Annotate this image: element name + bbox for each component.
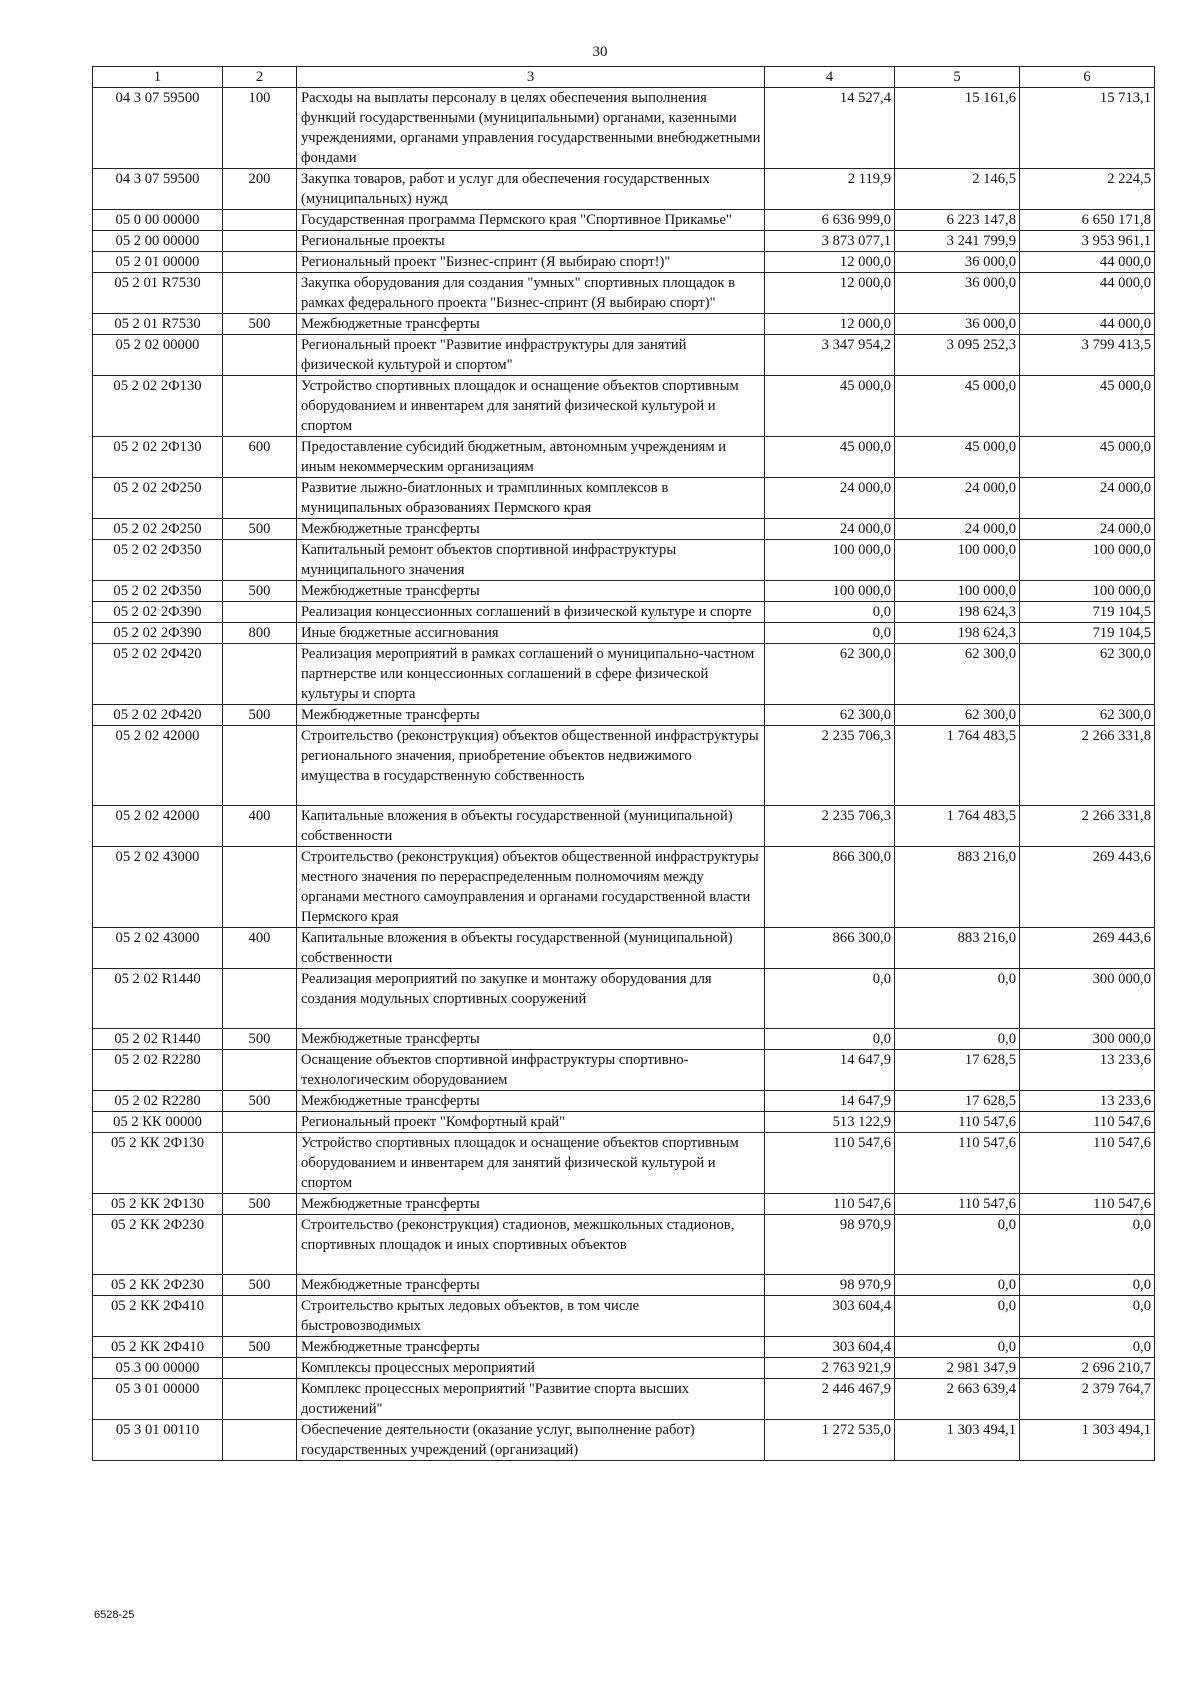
row-value-col4: 12 000,0 [765, 273, 895, 314]
row-expense-type [223, 1050, 297, 1091]
row-value-col4: 100 000,0 [765, 540, 895, 581]
row-name: Предоставление субсидий бюджетным, автономным учреждениям и иным некоммерческим организациям [297, 437, 765, 478]
row-name: Строительство (реконструкция) объектов общественной инфраструктуры местного значения по перераспределенным полномочиям между органами местного самоуправления и органами государственной власти Пермского края [297, 847, 765, 928]
row-value-col4: 24 000,0 [765, 519, 895, 540]
header-col-1: 1 [93, 67, 223, 88]
row-expense-type [223, 1133, 297, 1194]
row-value-col6: 15 713,1 [1020, 88, 1155, 169]
row-expense-type: 500 [223, 1029, 297, 1050]
row-value-col6: 13 233,6 [1020, 1050, 1155, 1091]
row-value-col6: 62 300,0 [1020, 705, 1155, 726]
row-value-col5: 883 216,0 [895, 847, 1020, 928]
row-value-col5: 198 624,3 [895, 602, 1020, 623]
row-name: Комплексы процессных мероприятий [297, 1358, 765, 1379]
row-code: 05 2 КК 2Ф130 [93, 1133, 223, 1194]
table-row [93, 376, 1155, 437]
row-value-col6: 269 443,6 [1020, 928, 1155, 969]
row-name: Межбюджетные трансферты [297, 1337, 765, 1358]
row-name: Реализация мероприятий по закупке и монтажу оборудования для создания модульных спортивных сооружений [297, 969, 765, 1029]
row-code: 05 2 02 2Ф130 [93, 437, 223, 478]
row-name: Капитальный ремонт объектов спортивной инфраструктуры муниципального значения [297, 540, 765, 581]
row-value-col6: 1 303 494,1 [1020, 1420, 1155, 1461]
row-name: Межбюджетные трансферты [297, 314, 765, 335]
row-expense-type: 600 [223, 437, 297, 478]
table-row [93, 1029, 1155, 1050]
header-col-2: 2 [223, 67, 297, 88]
row-value-col5: 24 000,0 [895, 478, 1020, 519]
row-value-col4: 14 647,9 [765, 1050, 895, 1091]
header-col-5: 5 [895, 67, 1020, 88]
table-body [93, 88, 1155, 1461]
row-value-col4: 24 000,0 [765, 478, 895, 519]
row-code: 05 2 01 00000 [93, 252, 223, 273]
row-value-col4: 866 300,0 [765, 928, 895, 969]
row-value-col6: 0,0 [1020, 1275, 1155, 1296]
table-row [93, 437, 1155, 478]
header-col-3: 3 [297, 67, 765, 88]
row-value-col4: 110 547,6 [765, 1133, 895, 1194]
table-row [93, 1337, 1155, 1358]
table-row [93, 252, 1155, 273]
row-value-col4: 100 000,0 [765, 581, 895, 602]
row-value-col5: 15 161,6 [895, 88, 1020, 169]
row-name: Закупка оборудования для создания "умных" спортивных площадок в рамках федерального проекта "Бизнес-спринт (Я выбираю спорт)" [297, 273, 765, 314]
row-expense-type: 500 [223, 1194, 297, 1215]
row-value-col4: 45 000,0 [765, 437, 895, 478]
row-value-col6: 2 266 331,8 [1020, 726, 1155, 806]
row-name: Капитальные вложения в объекты государственной (муниципальной) собственности [297, 806, 765, 847]
budget-table [92, 66, 1155, 1461]
row-code: 05 2 КК 2Ф410 [93, 1296, 223, 1337]
row-name: Межбюджетные трансферты [297, 1091, 765, 1112]
row-code: 04 3 07 59500 [93, 88, 223, 169]
row-expense-type [223, 540, 297, 581]
row-value-col4: 2 763 921,9 [765, 1358, 895, 1379]
row-name: Развитие лыжно-биатлонных и трамплинных комплексов в муниципальных образованиях Пермского края [297, 478, 765, 519]
row-value-col6: 110 547,6 [1020, 1133, 1155, 1194]
row-value-col5: 883 216,0 [895, 928, 1020, 969]
row-code: 05 2 02 42000 [93, 726, 223, 806]
table-row [93, 726, 1155, 806]
row-code: 05 3 01 00000 [93, 1379, 223, 1420]
row-value-col6: 110 547,6 [1020, 1112, 1155, 1133]
table-header-row [93, 67, 1155, 88]
row-code: 05 2 КК 2Ф230 [93, 1215, 223, 1275]
row-value-col4: 303 604,4 [765, 1296, 895, 1337]
row-value-col4: 12 000,0 [765, 314, 895, 335]
row-name: Межбюджетные трансферты [297, 519, 765, 540]
row-code: 05 2 01 R7530 [93, 314, 223, 335]
row-value-col4: 3 873 077,1 [765, 231, 895, 252]
row-expense-type [223, 847, 297, 928]
row-value-col5: 17 628,5 [895, 1091, 1020, 1112]
row-value-col4: 6 636 999,0 [765, 210, 895, 231]
row-value-col5: 1 764 483,5 [895, 806, 1020, 847]
row-value-col6: 6 650 171,8 [1020, 210, 1155, 231]
row-code: 05 2 02 2Ф250 [93, 519, 223, 540]
table-row [93, 969, 1155, 1029]
row-value-col6: 0,0 [1020, 1215, 1155, 1275]
row-value-col5: 0,0 [895, 1029, 1020, 1050]
row-value-col5: 100 000,0 [895, 540, 1020, 581]
table-row [93, 644, 1155, 705]
row-value-col5: 0,0 [895, 1275, 1020, 1296]
table-row [93, 1275, 1155, 1296]
row-value-col6: 2 266 331,8 [1020, 806, 1155, 847]
row-value-col4: 1 272 535,0 [765, 1420, 895, 1461]
row-value-col6: 62 300,0 [1020, 644, 1155, 705]
table-row [93, 602, 1155, 623]
row-name: Строительство (реконструкция) объектов общественной инфраструктуры регионального значения, приобретение объектов недвижимого имущества в государственную собственность [297, 726, 765, 806]
row-expense-type [223, 969, 297, 1029]
row-value-col5: 0,0 [895, 969, 1020, 1029]
row-expense-type [223, 376, 297, 437]
row-value-col4: 2 446 467,9 [765, 1379, 895, 1420]
row-value-col5: 198 624,3 [895, 623, 1020, 644]
row-value-col5: 2 663 639,4 [895, 1379, 1020, 1420]
row-name: Капитальные вложения в объекты государственной (муниципальной) собственности [297, 928, 765, 969]
row-value-col6: 2 224,5 [1020, 169, 1155, 210]
row-value-col6: 719 104,5 [1020, 623, 1155, 644]
table-row [93, 928, 1155, 969]
table-row [93, 705, 1155, 726]
row-expense-type [223, 252, 297, 273]
row-value-col6: 45 000,0 [1020, 376, 1155, 437]
row-name: Расходы на выплаты персоналу в целях обеспечения выполнения функций государственными (муниципальными) органами, казенными учреждениями, органами управления государственными внебюджетными фондами [297, 88, 765, 169]
row-value-col5: 1 764 483,5 [895, 726, 1020, 806]
row-value-col6: 110 547,6 [1020, 1194, 1155, 1215]
row-code: 05 2 02 2Ф390 [93, 602, 223, 623]
row-value-col4: 14 647,9 [765, 1091, 895, 1112]
row-value-col4: 2 235 706,3 [765, 726, 895, 806]
row-name: Закупка товаров, работ и услуг для обеспечения государственных (муниципальных) нужд [297, 169, 765, 210]
row-code: 05 2 КК 2Ф410 [93, 1337, 223, 1358]
row-name: Межбюджетные трансферты [297, 581, 765, 602]
row-code: 05 2 02 00000 [93, 335, 223, 376]
row-value-col5: 2 146,5 [895, 169, 1020, 210]
row-value-col6: 269 443,6 [1020, 847, 1155, 928]
row-value-col5: 3 241 799,9 [895, 231, 1020, 252]
row-value-col5: 110 547,6 [895, 1194, 1020, 1215]
row-value-col4: 0,0 [765, 602, 895, 623]
row-expense-type [223, 335, 297, 376]
row-expense-type: 500 [223, 1337, 297, 1358]
row-code: 05 2 02 2Ф350 [93, 581, 223, 602]
row-name: Региональный проект "Бизнес-спринт (Я выбираю спорт!)" [297, 252, 765, 273]
row-value-col4: 2 235 706,3 [765, 806, 895, 847]
row-value-col6: 2 379 764,7 [1020, 1379, 1155, 1420]
row-value-col6: 44 000,0 [1020, 252, 1155, 273]
row-expense-type [223, 231, 297, 252]
row-name: Региональные проекты [297, 231, 765, 252]
row-value-col5: 1 303 494,1 [895, 1420, 1020, 1461]
row-value-col6: 3 953 961,1 [1020, 231, 1155, 252]
row-value-col6: 100 000,0 [1020, 581, 1155, 602]
row-expense-type: 500 [223, 314, 297, 335]
row-expense-type: 400 [223, 806, 297, 847]
row-value-col5: 110 547,6 [895, 1112, 1020, 1133]
row-value-col4: 14 527,4 [765, 88, 895, 169]
row-code: 05 2 00 00000 [93, 231, 223, 252]
table-row [93, 1379, 1155, 1420]
table-row [93, 1091, 1155, 1112]
row-expense-type: 500 [223, 705, 297, 726]
row-value-col6: 24 000,0 [1020, 519, 1155, 540]
row-code: 05 3 01 00110 [93, 1420, 223, 1461]
row-expense-type [223, 644, 297, 705]
row-code: 05 2 02 2Ф130 [93, 376, 223, 437]
row-value-col4: 0,0 [765, 623, 895, 644]
row-name: Строительство (реконструкция) стадионов, межшкольных стадионов, спортивных площадок и иных спортивных объектов [297, 1215, 765, 1275]
row-name: Реализация мероприятий в рамках соглашений о муниципально-частном партнерстве или концессионных соглашений в сфере физической культуры и спорта [297, 644, 765, 705]
page-number: 30 [592, 44, 608, 60]
row-expense-type [223, 1358, 297, 1379]
row-expense-type [223, 478, 297, 519]
row-expense-type [223, 273, 297, 314]
row-code: 05 2 КК 2Ф130 [93, 1194, 223, 1215]
row-value-col4: 3 347 954,2 [765, 335, 895, 376]
row-name: Региональный проект "Комфортный край" [297, 1112, 765, 1133]
table-row [93, 847, 1155, 928]
table-row [93, 273, 1155, 314]
row-value-col6: 719 104,5 [1020, 602, 1155, 623]
row-value-col5: 36 000,0 [895, 273, 1020, 314]
table-row [93, 1358, 1155, 1379]
table-row [93, 1050, 1155, 1091]
row-expense-type: 500 [223, 519, 297, 540]
row-code: 05 2 02 2Ф250 [93, 478, 223, 519]
row-expense-type [223, 726, 297, 806]
row-value-col6: 44 000,0 [1020, 314, 1155, 335]
row-name: Региональный проект "Развитие инфраструктуры для занятий физической культурой и спортом" [297, 335, 765, 376]
row-expense-type [223, 1112, 297, 1133]
table-row [93, 581, 1155, 602]
row-value-col4: 45 000,0 [765, 376, 895, 437]
row-expense-type: 800 [223, 623, 297, 644]
row-expense-type: 400 [223, 928, 297, 969]
row-value-col6: 300 000,0 [1020, 969, 1155, 1029]
row-code: 05 2 02 R1440 [93, 969, 223, 1029]
table-row [93, 1112, 1155, 1133]
row-name: Межбюджетные трансферты [297, 705, 765, 726]
table-row [93, 169, 1155, 210]
row-code: 05 2 01 R7530 [93, 273, 223, 314]
row-name: Межбюджетные трансферты [297, 1029, 765, 1050]
table-row [93, 210, 1155, 231]
row-value-col4: 12 000,0 [765, 252, 895, 273]
row-code: 05 2 02 43000 [93, 847, 223, 928]
row-expense-type [223, 1379, 297, 1420]
row-value-col5: 6 223 147,8 [895, 210, 1020, 231]
row-value-col4: 0,0 [765, 1029, 895, 1050]
row-name: Реализация концессионных соглашений в физической культуре и спорте [297, 602, 765, 623]
row-value-col6: 0,0 [1020, 1337, 1155, 1358]
row-expense-type: 200 [223, 169, 297, 210]
row-value-col4: 0,0 [765, 969, 895, 1029]
table-row [93, 231, 1155, 252]
row-name: Комплекс процессных мероприятий "Развитие спорта высших достижений" [297, 1379, 765, 1420]
row-value-col4: 513 122,9 [765, 1112, 895, 1133]
row-name: Межбюджетные трансферты [297, 1275, 765, 1296]
row-value-col5: 45 000,0 [895, 376, 1020, 437]
table-row [93, 1215, 1155, 1275]
row-value-col4: 98 970,9 [765, 1215, 895, 1275]
table-row [93, 806, 1155, 847]
row-value-col5: 100 000,0 [895, 581, 1020, 602]
row-code: 05 2 02 2Ф350 [93, 540, 223, 581]
row-value-col5: 36 000,0 [895, 314, 1020, 335]
row-value-col6: 3 799 413,5 [1020, 335, 1155, 376]
row-expense-type [223, 1296, 297, 1337]
row-value-col5: 0,0 [895, 1337, 1020, 1358]
row-value-col5: 62 300,0 [895, 705, 1020, 726]
row-code: 05 2 02 R2280 [93, 1050, 223, 1091]
row-value-col5: 0,0 [895, 1215, 1020, 1275]
footer-code: 6528-25 [94, 1609, 135, 1621]
table-row [93, 314, 1155, 335]
row-code: 05 2 02 R1440 [93, 1029, 223, 1050]
row-name: Оснащение объектов спортивной инфраструктуры спортивно-технологическим оборудованием [297, 1050, 765, 1091]
table-row [93, 88, 1155, 169]
table-row [93, 519, 1155, 540]
row-code: 05 2 02 2Ф420 [93, 644, 223, 705]
row-name: Устройство спортивных площадок и оснащение объектов спортивным оборудованием и инвентарем для занятий физической культурой и спортом [297, 1133, 765, 1194]
table-row [93, 478, 1155, 519]
header-col-4: 4 [765, 67, 895, 88]
row-code: 05 2 02 2Ф420 [93, 705, 223, 726]
row-expense-type [223, 602, 297, 623]
table-row [93, 623, 1155, 644]
row-value-col5: 62 300,0 [895, 644, 1020, 705]
row-expense-type: 100 [223, 88, 297, 169]
row-value-col6: 2 696 210,7 [1020, 1358, 1155, 1379]
row-code: 05 0 00 00000 [93, 210, 223, 231]
row-value-col4: 866 300,0 [765, 847, 895, 928]
row-code: 05 2 КК 2Ф230 [93, 1275, 223, 1296]
row-name: Государственная программа Пермского края "Спортивное Прикамье" [297, 210, 765, 231]
row-value-col4: 110 547,6 [765, 1194, 895, 1215]
row-value-col4: 303 604,4 [765, 1337, 895, 1358]
row-value-col5: 36 000,0 [895, 252, 1020, 273]
row-value-col5: 24 000,0 [895, 519, 1020, 540]
header-col-6: 6 [1020, 67, 1155, 88]
row-expense-type [223, 1420, 297, 1461]
row-value-col4: 62 300,0 [765, 705, 895, 726]
row-value-col5: 110 547,6 [895, 1133, 1020, 1194]
row-value-col6: 45 000,0 [1020, 437, 1155, 478]
row-value-col6: 24 000,0 [1020, 478, 1155, 519]
row-expense-type: 500 [223, 581, 297, 602]
table-row [93, 1420, 1155, 1461]
row-value-col4: 98 970,9 [765, 1275, 895, 1296]
row-code: 05 2 02 2Ф390 [93, 623, 223, 644]
row-value-col4: 2 119,9 [765, 169, 895, 210]
table-row [93, 1133, 1155, 1194]
row-value-col5: 3 095 252,3 [895, 335, 1020, 376]
row-value-col5: 0,0 [895, 1296, 1020, 1337]
row-expense-type: 500 [223, 1275, 297, 1296]
row-value-col6: 13 233,6 [1020, 1091, 1155, 1112]
row-code: 05 2 02 42000 [93, 806, 223, 847]
row-value-col5: 45 000,0 [895, 437, 1020, 478]
row-code: 05 2 02 43000 [93, 928, 223, 969]
row-value-col6: 44 000,0 [1020, 273, 1155, 314]
table-row [93, 1194, 1155, 1215]
row-code: 04 3 07 59500 [93, 169, 223, 210]
row-name: Обеспечение деятельности (оказание услуг, выполнение работ) государственных учреждений (организаций) [297, 1420, 765, 1461]
row-code: 05 2 02 R2280 [93, 1091, 223, 1112]
table-row [93, 335, 1155, 376]
row-value-col4: 62 300,0 [765, 644, 895, 705]
row-name: Строительство крытых ледовых объектов, в том числе быстровозводимых [297, 1296, 765, 1337]
row-value-col5: 2 981 347,9 [895, 1358, 1020, 1379]
row-value-col6: 0,0 [1020, 1296, 1155, 1337]
row-name: Межбюджетные трансферты [297, 1194, 765, 1215]
row-expense-type: 500 [223, 1091, 297, 1112]
row-value-col6: 100 000,0 [1020, 540, 1155, 581]
row-expense-type [223, 210, 297, 231]
table-row [93, 540, 1155, 581]
table-row [93, 1296, 1155, 1337]
row-name: Иные бюджетные ассигнования [297, 623, 765, 644]
row-code: 05 3 00 00000 [93, 1358, 223, 1379]
row-name: Устройство спортивных площадок и оснащение объектов спортивным оборудованием и инвентарем для занятий физической культурой и спортом [297, 376, 765, 437]
row-code: 05 2 КК 00000 [93, 1112, 223, 1133]
row-value-col5: 17 628,5 [895, 1050, 1020, 1091]
row-value-col6: 300 000,0 [1020, 1029, 1155, 1050]
row-expense-type [223, 1215, 297, 1275]
